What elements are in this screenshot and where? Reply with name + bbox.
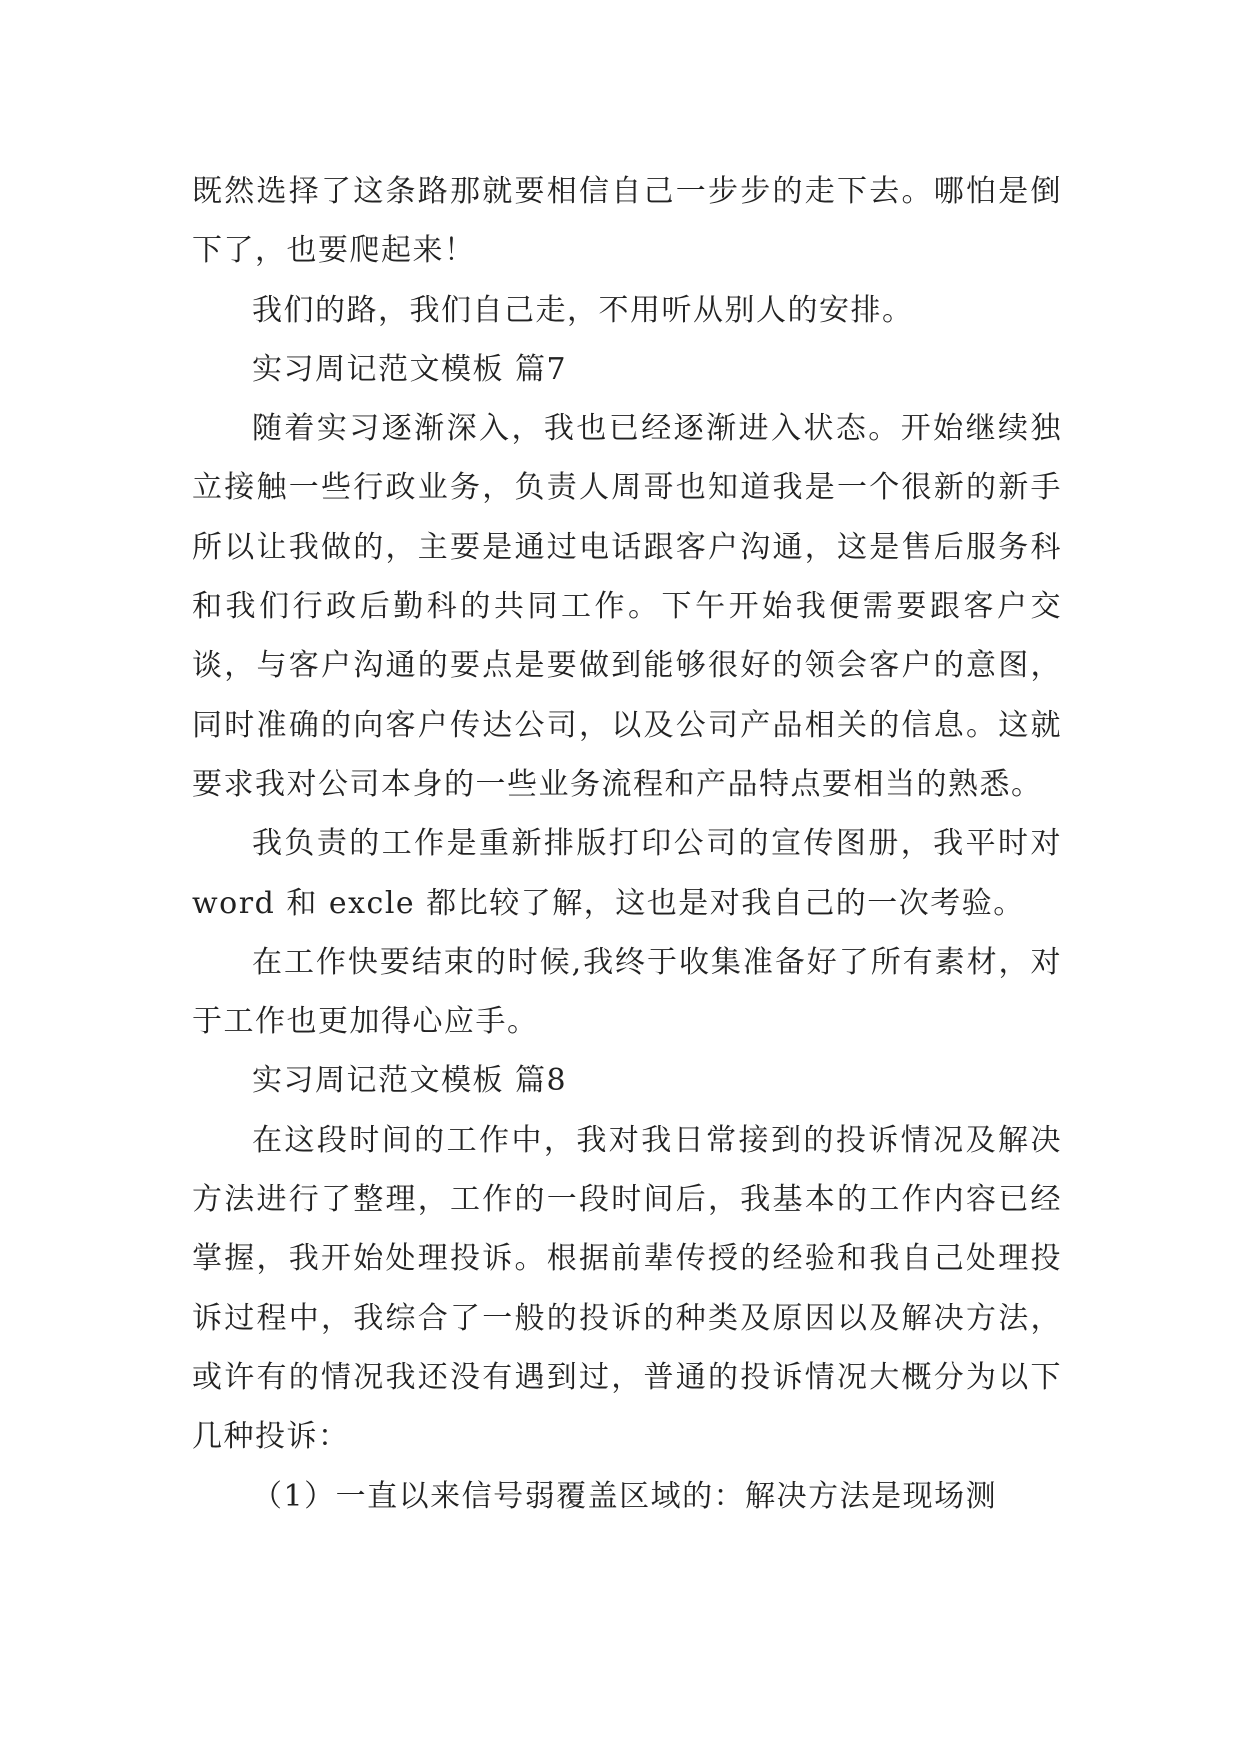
paragraph: 既然选择了这条路那就要相信自己一步步的走下去。哪怕是倒下了，也要爬起来！: [192, 174, 1062, 269]
paragraph: 随着实习逐渐深入，我也已经逐渐进入状态。开始继续独立接触一些行政业务，负责人周哥也知道我是一个很新的新手所以让我做的，主要是通过电话跟客户沟通，这是售后服务科和我们行政后勤科的共同工作。下午开始我便需要跟客户交谈，与客户沟通的要点是要做到能够很好的领会客户的意图，同时准确的向客户传达公司，以及公司产品相关的信息。这就要求我对公司本身的一些业务流程和产品特点要相当的熟悉。: [192, 411, 1062, 802]
document-body: [192, 162, 1062, 1526]
paragraph: 我们的路，我们自己走，不用听从别人的安排。: [252, 292, 914, 328]
paragraph: 在这段时间的工作中，我对我日常接到的投诉情况及解决方法进行了整理，工作的一段时间后，我基本的工作内容已经掌握，我开始处理投诉。根据前辈传授的经验和我自己处理投诉过程中，我综合了一般的投诉的种类及原因以及解决方法，或许有的情况我还没有遇到过，普通的投诉情况大概分为以下几种投诉：: [192, 1122, 1062, 1455]
paragraph: 我负责的工作是重新排版打印公司的宣传图册，我平时对 word 和 excle 都比较了解，这也是对我自己的一次考验。: [192, 826, 1062, 921]
section-heading: 实习周记范文模板 篇8: [252, 1063, 568, 1099]
paragraph: （1）一直以来信号弱覆盖区域的：解决方法是现场测: [252, 1478, 998, 1514]
paragraph: 在工作快要结束的时候,我终于收集准备好了所有素材，对于工作也更加得心应手。: [192, 944, 1062, 1040]
section-heading: 实习周记范文模板 篇7: [252, 351, 568, 387]
